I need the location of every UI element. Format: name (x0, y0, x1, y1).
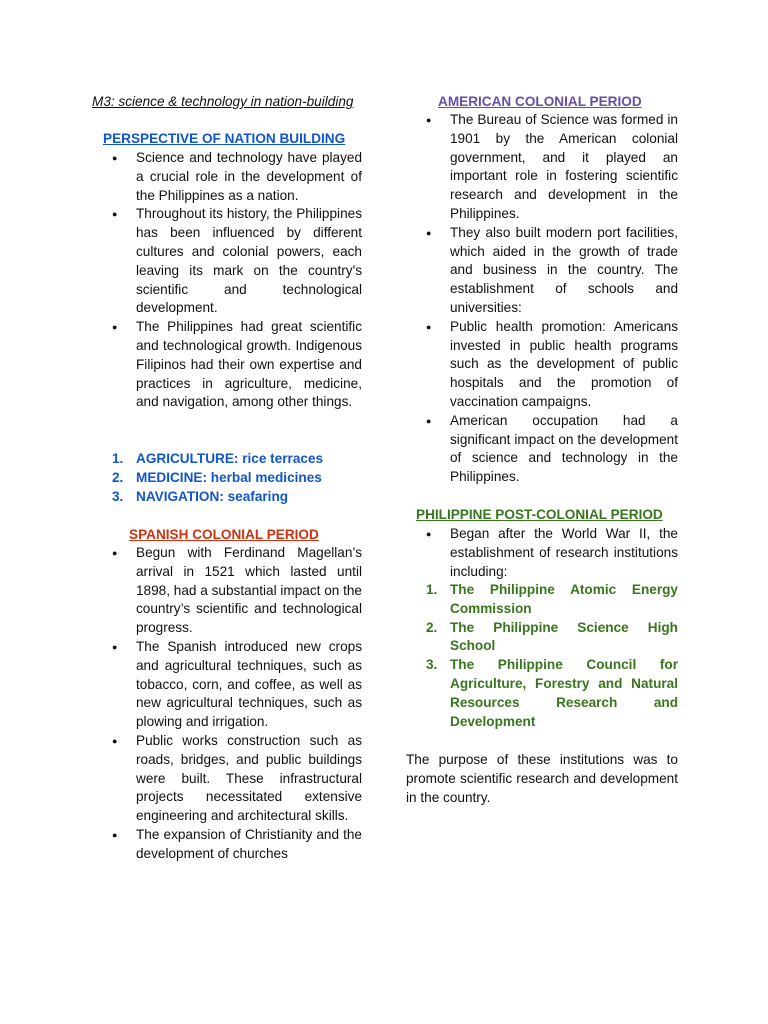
list-number: 2. (112, 469, 124, 485)
list-text: The Philippine Council for Agriculture, Forestry and Natural Resources Research and Development (450, 657, 678, 729)
list-item (406, 581, 678, 619)
list-item: ● Began after the World War II, the establishment of research institutions including: (406, 525, 678, 581)
list-number: 3. (426, 657, 438, 673)
heading-postcolonial: PHILIPPINE POST-COLONIAL PERIOD (416, 507, 663, 522)
list-number: 2. (426, 619, 438, 635)
list-item: ● They also built modern port facilities, which aided in the growth of trade and business in the country. The establishment of schools and universities: (406, 224, 678, 318)
postcolonial-bullet-list (406, 525, 678, 581)
list-item: ● The Spanish introduced new crops and agricultural techniques, such as tobacco, corn, and coffee, as well as new agricultural techniques, such as plowing and irrigation. (92, 638, 362, 732)
list-number: 1. (426, 582, 438, 597)
list-text: The Philippine Science High School (450, 619, 678, 654)
indigenous-practices-list (92, 450, 362, 506)
list-item: ● The Bureau of Science was formed in 1901 by the American colonial government, and it played an important role in fostering scientific research and development in the Philippines. (406, 111, 678, 224)
list-item (92, 450, 362, 469)
list-number: 1. (112, 451, 124, 466)
perspective-bullet-list (92, 149, 362, 412)
heading-spanish: SPANISH COLONIAL PERIOD (129, 527, 319, 542)
list-item: ● American occupation had a significant impact on the development of science and technology in the Philippines. (406, 412, 678, 487)
list-item (406, 619, 678, 657)
list-text: NAVIGATION: seafaring (136, 488, 289, 504)
list-item: ● Throughout its history, the Philippines has been influenced by different cultures and colonial powers, each leaving its mark on the country's scientific and technological development. (92, 205, 362, 318)
closing-paragraph: The purpose of these institutions was to promote scientific research and development in the country. (406, 752, 678, 805)
list-item: ● Public works construction such as roads, bridges, and public buildings were built. These infrastructural projects necessitated extensive engineering and architectural skills. (92, 732, 362, 826)
document-title: M3: science & technology in nation-building (92, 94, 354, 109)
list-item: ● Begun with Ferdinand Magellan’s arrival in 1521 which lasted until 1898, had a substantial impact on the country’s scientific and technological progress. (92, 544, 362, 638)
list-item: ● Science and technology have played a crucial role in the development of the Philippines as a nation. (92, 149, 362, 205)
list-item (406, 656, 678, 731)
american-bullet-list (406, 111, 678, 487)
list-text: MEDICINE: herbal medicines (136, 469, 322, 485)
list-item (92, 469, 362, 488)
list-text: The Philippine Atomic Energy Commission (450, 582, 678, 616)
list-item: ● The Philippines had great scientific and technological growth. Indigenous Filipinos had their own expertise and practices in agriculture, medicine, and navigation, among other things. (92, 318, 362, 412)
research-institutions-list (406, 581, 678, 731)
list-number: 3. (112, 488, 124, 504)
list-text: AGRICULTURE: rice terraces (136, 451, 324, 466)
spanish-bullet-list (92, 544, 362, 864)
list-item: ● The expansion of Christianity and the development of churches (92, 826, 362, 864)
heading-perspective: PERSPECTIVE OF NATION BUILDING (103, 131, 346, 146)
heading-american: AMERICAN COLONIAL PERIOD (438, 94, 642, 109)
list-item (92, 488, 362, 507)
list-item: ● Public health promotion: Americans invested in public health programs such as the development of public hospitals and the promotion of vaccination campaigns. (406, 318, 678, 412)
